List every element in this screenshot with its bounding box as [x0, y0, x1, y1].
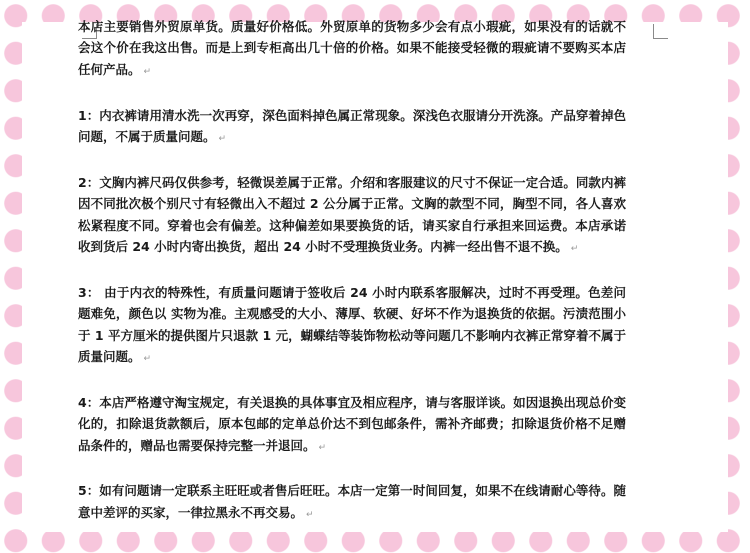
paragraph-rule-4: [78, 392, 626, 459]
paragraph-rule-5-text: 5：如有问题请一定联系主旺旺或者售后旺旺。本店一定第一时间回复，如果不在线请耐心等待。随意中差评的买家，一律拉黑永不再交易。: [78, 483, 626, 520]
paragraph-rule-3: [78, 282, 626, 371]
paragraph-mark-icon: ↵: [218, 134, 227, 145]
paragraph-rule-1: [78, 105, 626, 151]
paragraph-rule-5: [78, 480, 626, 526]
paragraph-intro: [78, 16, 626, 83]
paragraph-rule-2-text: 2：文胸内裤尺码仅供参考，轻微误差属于正常。介绍和客服建议的尺寸不保证一定合适。同款内裤因不同批次极个别尺寸有轻微出入不超过 2 公分属于正常。文胸的款型不同，胸型不同，各人喜欢松紧程度不同。穿着也会有偏差。这种偏差如果要换货的话，请买家自行承担来回运费。本店承诺收到货后 24 小时内寄出换货，超出 24 小时不受理换货业务。内裤一经出售不退不换。: [78, 174, 626, 255]
paragraph-rule-1-text: 1：内衣裤请用清水洗一次再穿，深色面料掉色属正常现象。深浅色衣服请分开洗涤。产品穿着掉色问题，不属于质量问题。: [78, 107, 626, 145]
paragraph-mark-icon: ↵: [570, 244, 579, 255]
paragraph-mark-icon: ↵: [306, 509, 314, 520]
paragraph-rule-4-text: 4：本店严格遵守淘宝规定，有关退换的具体事宜及相应程序，请与客服详谈。如因退换出现总价变化的，扣除退货款额后，原本包邮的定单总价达不到包邮条件，需补齐邮费；扣除退货价格不足赠品条件的，赠品也需要保持完整一并退回。: [78, 394, 626, 453]
paragraph-mark-icon: ↵: [143, 354, 152, 365]
paragraph-rule-3-text: 3： 由于内衣的特殊性，有质量问题请于签收后 24 小时内联系客服解决，过时不再受理。色差问题难免，颜色以 实物为准。主观感受的大小、薄厚、软硬、好坏不作为退换货的依据。污渍范围小于 1 平方厘米的提供图片只退款 1 元，蝴蝶结等装饰物松动等问题几不影响内衣裤正常穿着不属于质量问题。: [78, 284, 626, 365]
paragraph-rule-2: [78, 172, 626, 261]
margin-corner-mark-top-right: [653, 24, 668, 39]
document-body: [78, 16, 626, 548]
paragraph-intro-text: 本店主要销售外贸原单货。质量好价格低。外贸原单的货物多少会有点小瑕疵，如果没有的话就不会这个价在我这出售。而是上到专柜高出几十倍的价格。如果不能接受轻微的瑕疵请不要购买本店任何产品。: [78, 19, 626, 77]
paragraph-mark-icon: ↵: [143, 66, 152, 77]
paragraph-mark-icon: ↵: [318, 442, 327, 453]
